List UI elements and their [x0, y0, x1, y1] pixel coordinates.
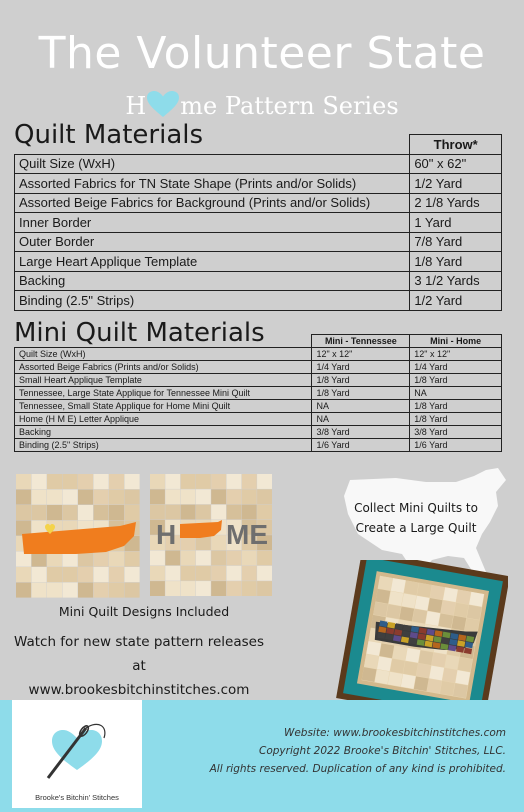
patchwork-square	[94, 505, 109, 520]
patchwork-square	[416, 663, 431, 678]
collect-line-2: Create a Large Quilt	[355, 521, 477, 535]
patchwork-square	[392, 646, 407, 661]
patchwork-square	[401, 674, 416, 689]
footer-text	[210, 724, 506, 778]
patchwork-square	[94, 490, 109, 505]
mini-home-amount: NA	[410, 387, 502, 400]
patchwork-square	[427, 679, 442, 694]
patchwork-square	[181, 505, 196, 520]
patchwork-square	[242, 551, 257, 566]
patchwork-square	[428, 598, 443, 613]
table-row	[15, 213, 502, 233]
patchwork-square	[125, 567, 140, 582]
patchwork-square	[78, 505, 93, 520]
patchwork-square	[181, 474, 196, 489]
patchwork-square	[257, 566, 272, 581]
patchwork-square	[242, 566, 257, 581]
patchwork-square	[47, 567, 62, 582]
collect-line-1: Collect Mini Quilts to	[354, 501, 478, 515]
mini-home-amount: 1/8 Yard	[410, 374, 502, 387]
mini-quilt-tennessee-image	[16, 474, 140, 598]
mini-item: Home (H M E) Letter Applique	[15, 413, 312, 426]
material-item: Outer Border	[15, 232, 410, 252]
patchwork-square	[78, 474, 93, 489]
patchwork-square	[388, 672, 403, 687]
patchwork-square	[165, 566, 180, 581]
patchwork-square	[403, 661, 418, 676]
footer-rights: All rights reserved. Duplication of any kind is prohibited.	[209, 763, 506, 775]
patchwork-square	[211, 581, 226, 596]
patchwork-square	[125, 505, 140, 520]
table-row	[15, 439, 502, 452]
table-row	[15, 413, 502, 426]
material-item: Large Heart Applique Template	[15, 252, 410, 272]
patchwork-square	[211, 474, 226, 489]
patchwork-square	[211, 505, 226, 520]
patchwork-square	[227, 566, 242, 581]
table-row	[15, 193, 502, 213]
patchwork-square	[366, 641, 381, 656]
mini-home-amount: 1/8 Yard	[410, 400, 502, 413]
patchwork-square	[16, 521, 31, 536]
mini-item: Tennessee, Small State Applique for Home Mini Quilt	[15, 400, 312, 413]
patchwork-square	[442, 668, 457, 683]
patchwork-square	[242, 474, 257, 489]
mini-home-amount: 12" x 12"	[410, 348, 502, 361]
mini-home-amount: 1/8 Yard	[410, 413, 502, 426]
patchwork-square	[32, 567, 47, 582]
mini-materials-heading: Mini Quilt Materials	[14, 318, 265, 348]
large-quilt-image	[336, 560, 508, 714]
patchwork-square	[63, 505, 78, 520]
column-header-throw: Throw*	[410, 135, 502, 155]
patchwork-square	[109, 474, 124, 489]
material-amount: 1/8 Yard	[410, 252, 502, 272]
patchwork-square	[47, 583, 62, 598]
patchwork-square	[364, 654, 379, 669]
table-row	[15, 400, 502, 413]
patchwork-square	[375, 589, 390, 604]
patchwork-square	[399, 606, 414, 621]
material-amount: 60" x 62"	[410, 154, 502, 174]
table-row	[15, 232, 502, 252]
mini-item: Small Heart Applique Template	[15, 374, 312, 387]
patchwork-square	[32, 505, 47, 520]
patchwork-square	[16, 567, 31, 582]
material-item: Quilt Size (WxH)	[15, 154, 410, 174]
heart-icon	[146, 90, 180, 118]
patchwork-square	[63, 583, 78, 598]
mini-tn-amount: NA	[312, 413, 410, 426]
table-row	[15, 426, 502, 439]
mini-tn-amount: 1/8 Yard	[312, 387, 410, 400]
patchwork-square	[242, 489, 257, 504]
patchwork-square	[211, 535, 226, 550]
patchwork-square	[362, 667, 377, 682]
patchwork-square	[32, 490, 47, 505]
material-amount: 7/8 Yard	[410, 232, 502, 252]
patchwork-square	[150, 581, 165, 596]
material-amount: 1 Yard	[410, 213, 502, 233]
patchwork-square	[32, 583, 47, 598]
patchwork-square	[211, 489, 226, 504]
patchwork-square	[109, 505, 124, 520]
patchwork-square	[165, 474, 180, 489]
patchwork-square	[386, 604, 401, 619]
material-amount: 3 1/2 Yards	[410, 271, 502, 291]
patchwork-square	[109, 567, 124, 582]
patchwork-square	[454, 603, 469, 618]
patchwork-square	[451, 616, 466, 631]
logo	[12, 700, 142, 808]
mini-designs-caption: Mini Quilt Designs Included	[58, 604, 230, 619]
patchwork-square	[165, 505, 180, 520]
patchwork-square	[63, 490, 78, 505]
mini-home-amount: 1/6 Yard	[410, 439, 502, 452]
mini-home-amount: 1/4 Yard	[410, 361, 502, 374]
patchwork-square	[196, 474, 211, 489]
patchwork-square	[425, 611, 440, 626]
patchwork-square	[429, 666, 444, 681]
material-item: Assorted Fabrics for TN State Shape (Prints and/or Solids)	[15, 174, 410, 194]
logo-text: Brooke's Bitchin' Stitches	[35, 793, 119, 802]
patchwork-square	[16, 505, 31, 520]
patchwork-square	[125, 552, 140, 567]
patchwork-square	[150, 551, 165, 566]
patchwork-square	[257, 489, 272, 504]
table-corner	[15, 335, 312, 348]
patchwork-square	[458, 657, 473, 672]
patchwork-square	[227, 474, 242, 489]
subtitle	[0, 90, 524, 120]
collect-text	[342, 498, 490, 538]
table-row	[15, 387, 502, 400]
patchwork-square	[181, 551, 196, 566]
patchwork-square	[109, 552, 124, 567]
material-amount: 1/2 Yard	[410, 174, 502, 194]
patchwork-square	[404, 580, 419, 595]
mini-tn-amount: 1/4 Yard	[312, 361, 410, 374]
patchwork-square	[78, 583, 93, 598]
patchwork-square	[181, 489, 196, 504]
column-header-mini-home: Mini - Home	[410, 335, 502, 348]
table-corner	[15, 135, 410, 155]
material-item: Binding (2.5" Strips)	[15, 291, 410, 311]
patchwork-square	[196, 566, 211, 581]
patchwork-square	[227, 505, 242, 520]
material-item: Assorted Beige Fabrics for Background (Prints and/or Solids)	[15, 193, 410, 213]
patchwork-square	[453, 683, 468, 698]
material-amount: 1/2 Yard	[410, 291, 502, 311]
patchwork-square	[165, 581, 180, 596]
patchwork-square	[150, 474, 165, 489]
patchwork-square	[196, 581, 211, 596]
home-letter-h: H	[156, 519, 177, 550]
patchwork-square	[16, 490, 31, 505]
patchwork-square	[467, 605, 482, 620]
patchwork-square	[257, 551, 272, 566]
patchwork-square	[445, 655, 460, 670]
patchwork-square	[150, 505, 165, 520]
material-item: Inner Border	[15, 213, 410, 233]
patchwork-square	[257, 474, 272, 489]
patchwork-square	[469, 592, 484, 607]
patchwork-square	[257, 581, 272, 596]
mini-tn-amount: 12" x 12"	[312, 348, 410, 361]
mini-materials-table	[14, 334, 502, 452]
patchwork-square	[109, 583, 124, 598]
patchwork-square	[402, 593, 417, 608]
quilt-materials-table	[14, 134, 502, 311]
patchwork-square	[430, 585, 445, 600]
patchwork-square	[412, 609, 427, 624]
home-letters-me: ME	[226, 519, 268, 550]
patchwork-square	[78, 552, 93, 567]
quilt-materials-heading: Quilt Materials	[14, 120, 204, 150]
mini-item: Binding (2.5" Strips)	[15, 439, 312, 452]
patchwork-square	[63, 567, 78, 582]
table-row	[15, 252, 502, 272]
patchwork-square	[405, 648, 420, 663]
patchwork-square	[378, 576, 393, 591]
patchwork-square	[417, 583, 432, 598]
patchwork-square	[389, 591, 404, 606]
patchwork-square	[181, 581, 196, 596]
patchwork-square	[418, 650, 433, 665]
patchwork-square	[390, 659, 405, 674]
mini-item: Assorted Beige Fabrics (Prints and/or Solids)	[15, 361, 312, 374]
mini-tn-amount: 1/8 Yard	[312, 374, 410, 387]
material-item: Backing	[15, 271, 410, 291]
needle-heart-logo-icon	[12, 700, 142, 790]
mini-tn-amount: 3/8 Yard	[312, 426, 410, 439]
patchwork-square	[375, 669, 390, 684]
table-row	[15, 291, 502, 311]
patchwork-square	[455, 670, 470, 685]
patchwork-square	[94, 552, 109, 567]
patchwork-square	[32, 474, 47, 489]
mini-item: Tennessee, Large State Applique for Tennessee Mini Quilt	[15, 387, 312, 400]
mini-home-amount: 3/8 Yard	[410, 426, 502, 439]
patchwork-square	[391, 578, 406, 593]
mini-item: Backing	[15, 426, 312, 439]
table-row	[15, 154, 502, 174]
subtitle-suffix: me Pattern Series	[180, 92, 399, 120]
patchwork-square	[242, 581, 257, 596]
patchwork-square	[47, 474, 62, 489]
patchwork-square	[440, 681, 455, 696]
footer-website[interactable]: Website: www.brookesbitchinstitches.com	[283, 727, 506, 739]
patchwork-square	[63, 474, 78, 489]
watch-line-1: Watch for new state pattern releases at	[13, 634, 264, 674]
table-row	[15, 374, 502, 387]
patchwork-square	[211, 551, 226, 566]
patchwork-square	[196, 551, 211, 566]
patchwork-square	[465, 618, 480, 633]
mini-quilt-home-image	[150, 474, 272, 598]
patchwork-square	[125, 474, 140, 489]
patchwork-square	[377, 656, 392, 671]
patchwork-square	[227, 489, 242, 504]
patchwork-square	[227, 551, 242, 566]
subtitle-prefix: H	[125, 92, 147, 120]
patchwork-square	[196, 505, 211, 520]
page-title: The Volunteer State	[38, 28, 486, 79]
table-row	[15, 174, 502, 194]
patchwork-square	[94, 474, 109, 489]
patchwork-square	[165, 489, 180, 504]
footer-copyright: Copyright 2022 Brooke's Bitchin' Stitches, LLC.	[259, 745, 506, 757]
table-row	[15, 361, 502, 374]
patchwork-square	[415, 596, 430, 611]
material-amount: 2 1/8 Yards	[410, 193, 502, 213]
patchwork-square	[16, 474, 31, 489]
patchwork-square	[432, 653, 447, 668]
patchwork-square	[441, 600, 456, 615]
patchwork-square	[242, 505, 257, 520]
patchwork-square	[379, 643, 394, 658]
mini-item: Quilt Size (WxH)	[15, 348, 312, 361]
website-link[interactable]: www.brookesbitchinstitches.com	[28, 682, 250, 698]
patchwork-square	[181, 566, 196, 581]
column-header-mini-tennessee: Mini - Tennessee	[312, 335, 410, 348]
patchwork-square	[125, 583, 140, 598]
patchwork-square	[78, 490, 93, 505]
patchwork-square	[438, 613, 453, 628]
patchwork-square	[227, 581, 242, 596]
patchwork-square	[47, 490, 62, 505]
table-row	[15, 348, 502, 361]
patchwork-square	[257, 505, 272, 520]
patchwork-square	[125, 490, 140, 505]
patchwork-square	[109, 490, 124, 505]
patchwork-square	[211, 566, 226, 581]
patchwork-square	[414, 676, 429, 691]
patchwork-square	[16, 583, 31, 598]
patchwork-square	[94, 567, 109, 582]
patchwork-square	[196, 489, 211, 504]
patchwork-square	[150, 489, 165, 504]
patchwork-square	[456, 590, 471, 605]
patchwork-square	[150, 566, 165, 581]
mini-tn-amount: NA	[312, 400, 410, 413]
mini-tn-amount: 1/6 Yard	[312, 439, 410, 452]
patchwork-square	[78, 567, 93, 582]
patchwork-square	[443, 587, 458, 602]
patchwork-square	[373, 602, 388, 617]
patchwork-square	[165, 551, 180, 566]
table-row	[15, 271, 502, 291]
patchwork-square	[47, 505, 62, 520]
patchwork-square	[94, 583, 109, 598]
